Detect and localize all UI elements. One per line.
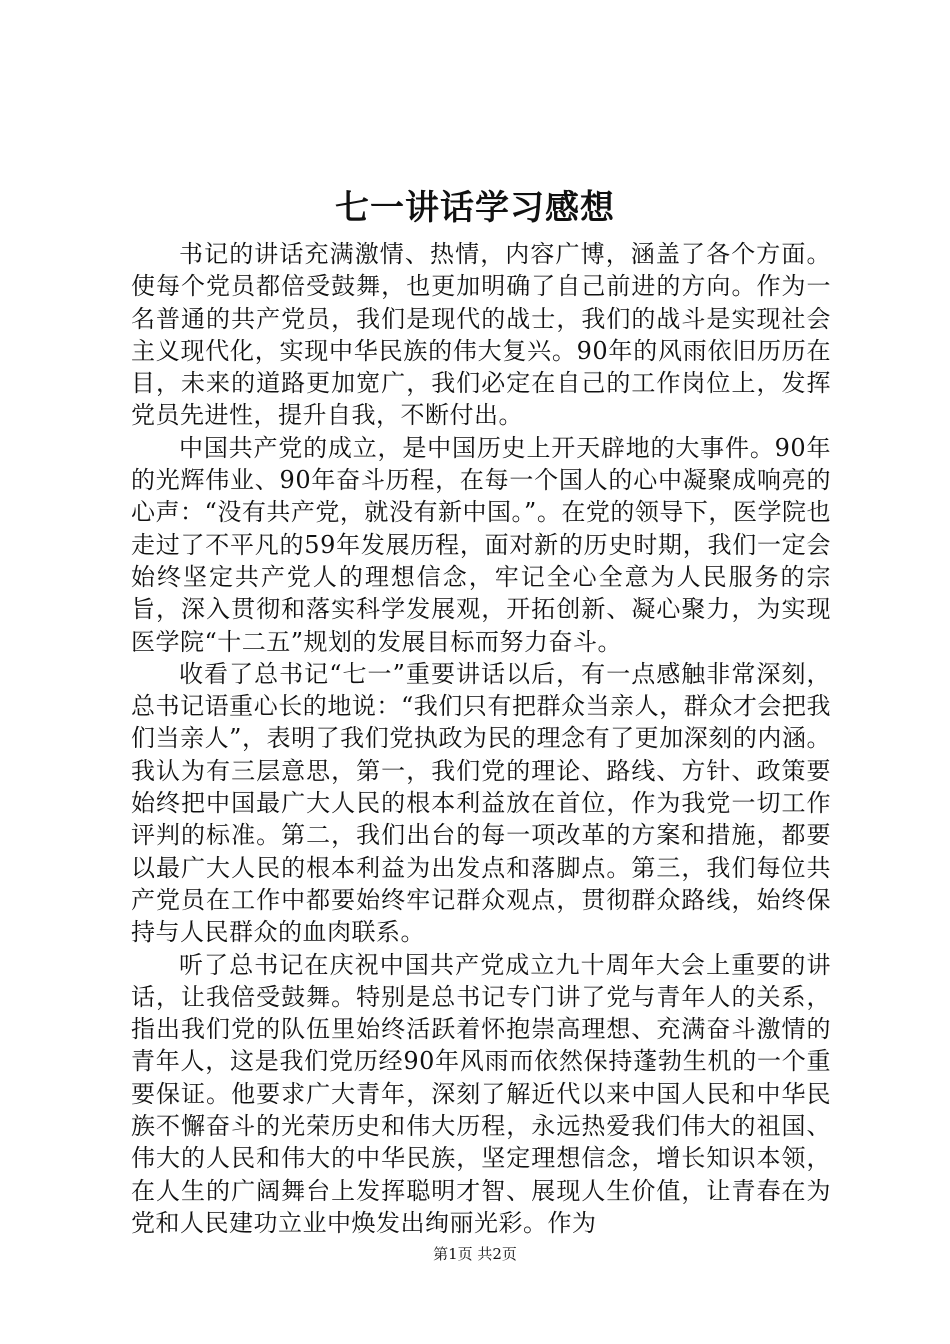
paragraph-3: 收看了总书记“七一”重要讲话以后，有一点感触非常深刻，总书记语重心长的地说：“我们只有把群众当亲人，群众才会把我们当亲人”，表明了我们党执政为民的理念有了更加深刻的内涵。我认为有三层意思，第一，我们党的理论、路线、方针、政策要始终把中国最广大人民的根本利益放在首位，作为我党一切工作评判的标准。第二，我们出台的每一项改革的方案和措施，都要以最广大人民的根本利益为出发点和落脚点。第三，我们每位共产党员在工作中都要始终牢记群众观点，贯彻群众路线，始终保持与人民群众的血肉联系。 <box>131 659 831 947</box>
paragraph-1: 书记的讲话充满激情、热情，内容广博，涵盖了各个方面。使每个党员都倍受鼓舞，也更加明确了自己前进的方向。作为一名普通的共产党员，我们是现代的战士，我们的战斗是实现社会主义现代化，实现中华民族的伟大复兴。90年的风雨依旧历历在目，未来的道路更加宽广，我们必定在自己的工作岗位上，发挥党员先进性，提升自我，不断付出。 <box>131 240 831 430</box>
paragraph-4: 听了总书记在庆祝中国共产党成立九十周年大会上重要的讲话，让我倍受鼓舞。特别是总书记专门讲了党与青年人的关系，指出我们党的队伍里始终活跃着怀抱崇高理想、充满奋斗激情的青年人，这是我们党历经90年风雨而依然保持蓬勃生机的一个重要保证。他要求广大青年，深刻了解近代以来中国人民和中华民族不懈奋斗的光荣历史和伟大历程，永远热爱我们伟大的祖国、伟大的人民和伟大的中华民族，坚定理想信念，增长知识本领，在人生的广阔舞台上发挥聪明才智、展现人生价值，让青春在为党和人民建功立业中焕发出绚丽光彩。作为 <box>131 950 831 1237</box>
document-body <box>131 238 831 1239</box>
document-title: 七一讲话学习感想 <box>335 188 615 228</box>
paragraph-2: 中国共产党的成立，是中国历史上开天辟地的大事件。90年的光辉伟业、90年奋斗历程，在每一个国人的心中凝聚成响亮的心声：“没有共产党，就没有新中国。”。在党的领导下，医学院也走过了不平凡的59年发展历程，面对新的历史时期，我们一定会始终坚定共产党人的理想信念，牢记全心全意为人民服务的宗旨，深入贯彻和落实科学发展观，开拓创新、凝心聚力，为实现医学院“十二五”规划的发展目标而努力奋斗。 <box>131 433 831 656</box>
page-footer: 第1页 共2页 <box>433 1245 517 1263</box>
